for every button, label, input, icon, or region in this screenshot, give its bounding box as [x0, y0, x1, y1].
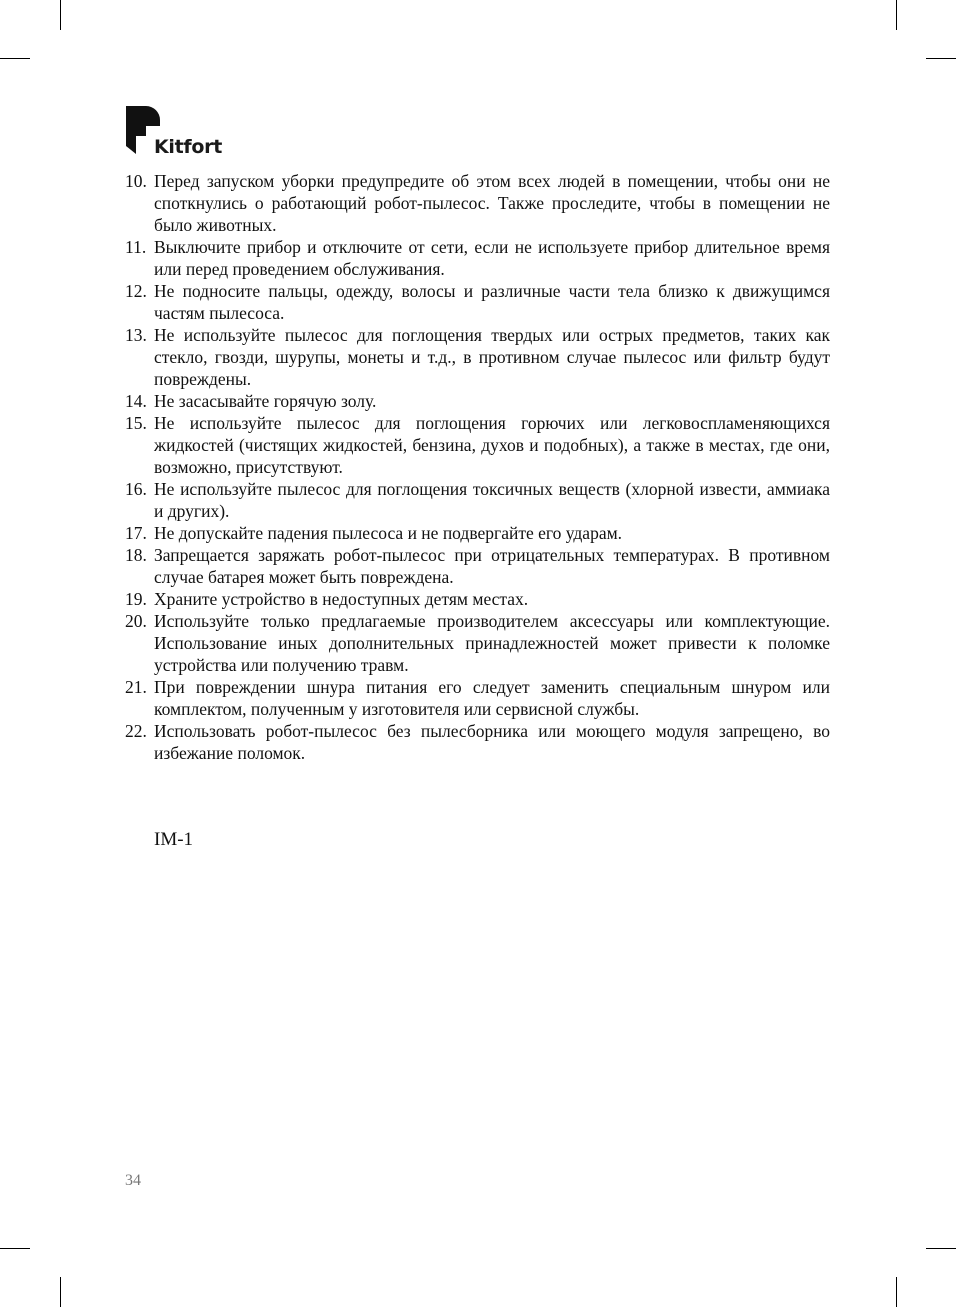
- item-number: 13.: [125, 325, 147, 345]
- crop-mark-bottom-right-h: [926, 1248, 956, 1249]
- list-item: [125, 280, 830, 324]
- safety-instructions-list: [125, 170, 830, 764]
- item-number: 15.: [125, 413, 147, 433]
- crop-mark-top-right-h: [926, 58, 956, 59]
- item-number: 11.: [125, 237, 147, 257]
- item-text: Используйте только предлагаемые производителем аксессуары или комплектующие. Использование иных дополнительных принадлежностей может привести к поломке устройства или получению травм.: [154, 611, 830, 675]
- crop-mark-top-left-v: [60, 0, 61, 30]
- list-item: [125, 522, 830, 544]
- list-item: [125, 390, 830, 412]
- item-number: 22.: [125, 721, 147, 741]
- item-number: 20.: [125, 611, 147, 631]
- item-text: Выключите прибор и отключите от сети, если не используете прибор длительное время или перед проведением обслуживания.: [154, 237, 830, 279]
- crop-mark-top-left-h: [0, 58, 30, 59]
- item-number: 12.: [125, 281, 147, 301]
- list-item: [125, 720, 830, 764]
- item-number: 21.: [125, 677, 147, 697]
- list-item: [125, 610, 830, 676]
- item-text: Не допускайте падения пылесоса и не подвергайте его ударам.: [154, 523, 623, 543]
- item-text: Запрещается заряжать робот-пылесос при отрицательных температурах. В противном случае батарея может быть повреждена.: [154, 545, 830, 587]
- item-text: Не используйте пылесос для поглощения токсичных веществ (хлорной извести, аммиака и других).: [154, 479, 830, 521]
- list-item: [125, 324, 830, 390]
- item-number: 18.: [125, 545, 147, 565]
- item-number: 10.: [125, 171, 147, 191]
- item-text: Перед запуском уборки предупредите об этом всех людей в помещении, чтобы они не споткнулись о работающий робот-пылесос. Также проследите, чтобы в помещении не было животных.: [154, 171, 830, 235]
- item-number: 16.: [125, 479, 147, 499]
- item-text: Храните устройство в недоступных детям местах.: [154, 589, 529, 609]
- list-item: [125, 588, 830, 610]
- item-text: Не подносите пальцы, одежду, волосы и различные части тела близко к движущимся частям пылесоса.: [154, 281, 830, 323]
- crop-mark-bottom-left-h: [0, 1248, 30, 1249]
- list-item: [125, 170, 830, 236]
- list-item: [125, 544, 830, 588]
- list-item: [125, 676, 830, 720]
- item-text: При повреждении шнура питания его следует заменить специальным шнуром или комплектом, полученным у изготовителя или сервисной службы.: [154, 677, 830, 719]
- list-item: [125, 236, 830, 280]
- item-text: Не используйте пылесос для поглощения горючих или легковоспламеняющихся жидкостей (чистящих жидкостей, бензина, духов и подобных), а также в местах, где они, возможно, присутствуют.: [154, 413, 830, 477]
- list-item: [125, 478, 830, 522]
- list-item: [125, 412, 830, 478]
- crop-mark-bottom-right-v: [896, 1277, 897, 1307]
- item-number: 19.: [125, 589, 147, 609]
- crop-mark-top-right-v: [896, 0, 897, 30]
- page-number: 34: [125, 1172, 141, 1189]
- brand-name: Kitfort: [154, 136, 222, 158]
- item-text: Не используйте пылесос для поглощения твердых или острых предметов, таких как стекло, гвозди, шурупы, монеты и т.д., в противном случае пылесос или фильтр будут повреждены.: [154, 325, 830, 389]
- item-number: 17.: [125, 523, 147, 543]
- item-text: Использовать робот-пылесос без пылесборника или моющего модуля запрещено, во избежание поломок.: [154, 721, 830, 763]
- model-code: IM-1: [154, 829, 194, 850]
- crop-mark-bottom-left-v: [60, 1277, 61, 1307]
- item-number: 14.: [125, 391, 147, 411]
- item-text: Не засасывайте горячую золу.: [154, 391, 377, 411]
